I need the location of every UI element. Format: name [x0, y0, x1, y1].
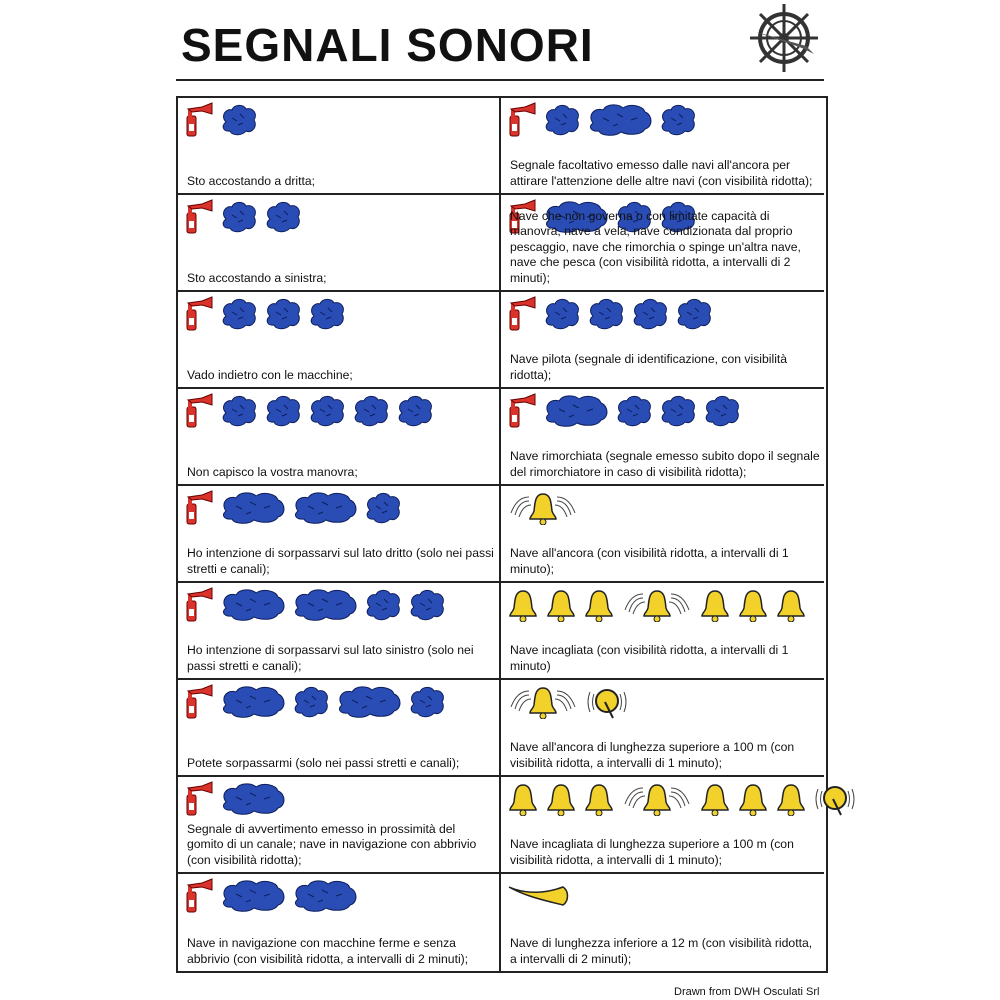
signal-symbols	[184, 880, 358, 916]
bell-icon	[775, 782, 807, 821]
long-blast-icon	[587, 103, 653, 142]
signal-cell-left	[178, 292, 501, 389]
signal-cell-right	[501, 583, 824, 680]
signal-cell-right	[501, 874, 824, 971]
signal-description: Nave di lunghezza inferiore a 12 m (con visibilità ridotta, a intervalli di 2 minuti);	[510, 936, 813, 966]
short-blast-icon	[352, 395, 390, 432]
bell-icon	[699, 588, 731, 627]
short-blast-icon	[220, 201, 258, 238]
long-blast-icon	[292, 491, 358, 530]
signal-symbols	[507, 298, 713, 334]
signal-symbols	[507, 492, 579, 528]
long-blast-icon	[220, 685, 286, 724]
short-blast-icon	[408, 686, 446, 723]
signal-cell-right	[501, 98, 824, 195]
signal-symbols	[507, 880, 571, 916]
signal-description: Segnale facoltativo emesso dalle navi all'ancora per attirare l'attenzione delle altre navi (con visibilità ridotta);	[510, 158, 813, 188]
bell-icon	[507, 782, 539, 821]
long-blast-icon	[292, 588, 358, 627]
signal-description: Vado indietro con le macchine;	[187, 367, 353, 382]
long-blast-icon	[220, 879, 286, 918]
signal-description: Segnale di avvertimento emesso in prossimità del gomito di un canale; nave in navigazione con abbrivio (con visibilità ridotta);	[187, 821, 477, 867]
signal-description: Nave pilota (segnale di identificazione, con visibilità ridotta);	[510, 352, 788, 382]
signal-cell-right	[501, 389, 824, 486]
bell-icon	[545, 782, 577, 821]
short-blast-icon	[615, 395, 653, 432]
short-blast-icon	[308, 395, 346, 432]
bell-icon	[583, 782, 615, 821]
air-horn-icon	[184, 393, 214, 434]
air-horn-icon	[507, 393, 537, 434]
signal-description: Non capisco la vostra manovra;	[187, 464, 358, 479]
gong-icon	[813, 781, 857, 822]
short-blast-icon	[543, 104, 581, 141]
signal-symbols	[507, 783, 857, 819]
signal-cell-right	[501, 195, 824, 292]
signal-symbols	[507, 395, 741, 431]
short-blast-icon	[264, 395, 302, 432]
page-title: SEGNALI SONORI	[181, 19, 594, 71]
bell-icon	[507, 588, 539, 627]
long-blast-icon	[220, 588, 286, 627]
signals-table	[176, 96, 828, 973]
air-horn-icon	[184, 296, 214, 337]
bell-icon	[545, 588, 577, 627]
signal-symbols	[184, 104, 258, 140]
short-blast-icon	[659, 104, 697, 141]
signal-symbols	[507, 589, 807, 625]
bell-icon	[737, 588, 769, 627]
bell-ringing-icon	[621, 782, 693, 821]
bell-icon	[699, 782, 731, 821]
signal-symbols	[184, 589, 446, 625]
short-blast-icon	[292, 686, 330, 723]
signal-symbols	[184, 492, 402, 528]
air-horn-icon	[184, 684, 214, 725]
long-blast-icon	[220, 782, 286, 821]
short-blast-icon	[264, 201, 302, 238]
short-blast-icon	[675, 298, 713, 335]
long-blast-icon	[543, 394, 609, 433]
title-divider	[176, 79, 824, 81]
ship-wheel-logo-icon	[744, 2, 824, 74]
short-blast-icon	[364, 492, 402, 529]
bell-icon	[737, 782, 769, 821]
signal-cell-left	[178, 486, 501, 583]
signal-description: Sto accostando a dritta;	[187, 173, 316, 188]
air-horn-icon	[507, 296, 537, 337]
signal-symbols	[184, 298, 346, 334]
signal-symbols	[184, 783, 286, 819]
air-horn-icon	[184, 102, 214, 143]
short-blast-icon	[220, 298, 258, 335]
fog-horn-icon	[507, 881, 571, 916]
signal-description: Nave rimorchiata (segnale emesso subito dopo il segnale del rimorchiatore in caso di visibilità ridotta);	[510, 449, 820, 479]
signal-cell-left	[178, 874, 501, 971]
short-blast-icon	[264, 298, 302, 335]
signal-description: Nave che non governa o con limitate capacità di manovra, nave a vela, nave condizionata dal proprio pescaggio, nave che rimorchia o spinge un'altra nave, nave che pesca (con visibilità ridotta, a intervalli di 2 minuti);	[510, 208, 801, 285]
signal-cell-right	[501, 680, 824, 777]
signal-description: Ho intenzione di sorpassarvi sul lato sinistro (solo nei passi stretti e canali);	[187, 643, 474, 673]
short-blast-icon	[631, 298, 669, 335]
signal-cell-left	[178, 195, 501, 292]
signal-description: Nave all'ancora (con visibilità ridotta, a intervalli di 1 minuto);	[510, 546, 789, 576]
signal-description: Nave incagliata di lunghezza superiore a 100 m (con visibilità ridotta, a intervalli di 1 minuto);	[510, 837, 794, 867]
short-blast-icon	[364, 589, 402, 626]
bell-icon	[775, 588, 807, 627]
short-blast-icon	[408, 589, 446, 626]
signal-cell-left	[178, 389, 501, 486]
air-horn-icon	[184, 490, 214, 531]
signal-cell-left	[178, 583, 501, 680]
short-blast-icon	[220, 395, 258, 432]
signal-cell-right	[501, 292, 824, 389]
long-blast-icon	[292, 879, 358, 918]
signal-symbols	[184, 395, 434, 431]
signal-symbols	[507, 686, 629, 722]
short-blast-icon	[703, 395, 741, 432]
signal-symbols	[507, 104, 697, 140]
long-blast-icon	[220, 491, 286, 530]
bell-ringing-icon	[507, 685, 579, 724]
credit-text: Drawn from DWH Osculati Srl	[674, 986, 820, 998]
signal-cell-left	[178, 777, 501, 874]
signal-description: Nave incagliata (con visibilità ridotta, a intervalli di 1 minuto)	[510, 643, 789, 673]
long-blast-icon	[336, 685, 402, 724]
signal-cell-right	[501, 486, 824, 583]
short-blast-icon	[587, 298, 625, 335]
bell-ringing-icon	[621, 588, 693, 627]
signal-cell-right	[501, 777, 824, 874]
signal-description: Nave in navigazione con macchine ferme e senza abbrivio (con visibilità ridotta, a intervalli di 2 minuti);	[187, 936, 469, 966]
short-blast-icon	[396, 395, 434, 432]
bell-icon	[583, 588, 615, 627]
short-blast-icon	[308, 298, 346, 335]
air-horn-icon	[507, 102, 537, 143]
air-horn-icon	[184, 781, 214, 822]
air-horn-icon	[184, 878, 214, 919]
signal-cell-left	[178, 98, 501, 195]
short-blast-icon	[220, 104, 258, 141]
gong-icon	[585, 684, 629, 725]
bell-ringing-icon	[507, 491, 579, 530]
signal-description: Ho intenzione di sorpassarvi sul lato dritto (solo nei passi stretti e canali);	[187, 546, 494, 576]
signal-description: Nave all'ancora di lunghezza superiore a 100 m (con visibilità ridotta, a intervalli di 1 minuto);	[510, 740, 795, 770]
short-blast-icon	[659, 395, 697, 432]
short-blast-icon	[543, 298, 581, 335]
signal-symbols	[184, 201, 302, 237]
signal-cell-left	[178, 680, 501, 777]
signal-description: Sto accostando a sinistra;	[187, 270, 327, 285]
signal-description: Potete sorpassarmi (solo nei passi stretti e canali);	[187, 755, 460, 770]
air-horn-icon	[184, 199, 214, 240]
signal-symbols	[184, 686, 446, 722]
air-horn-icon	[184, 587, 214, 628]
